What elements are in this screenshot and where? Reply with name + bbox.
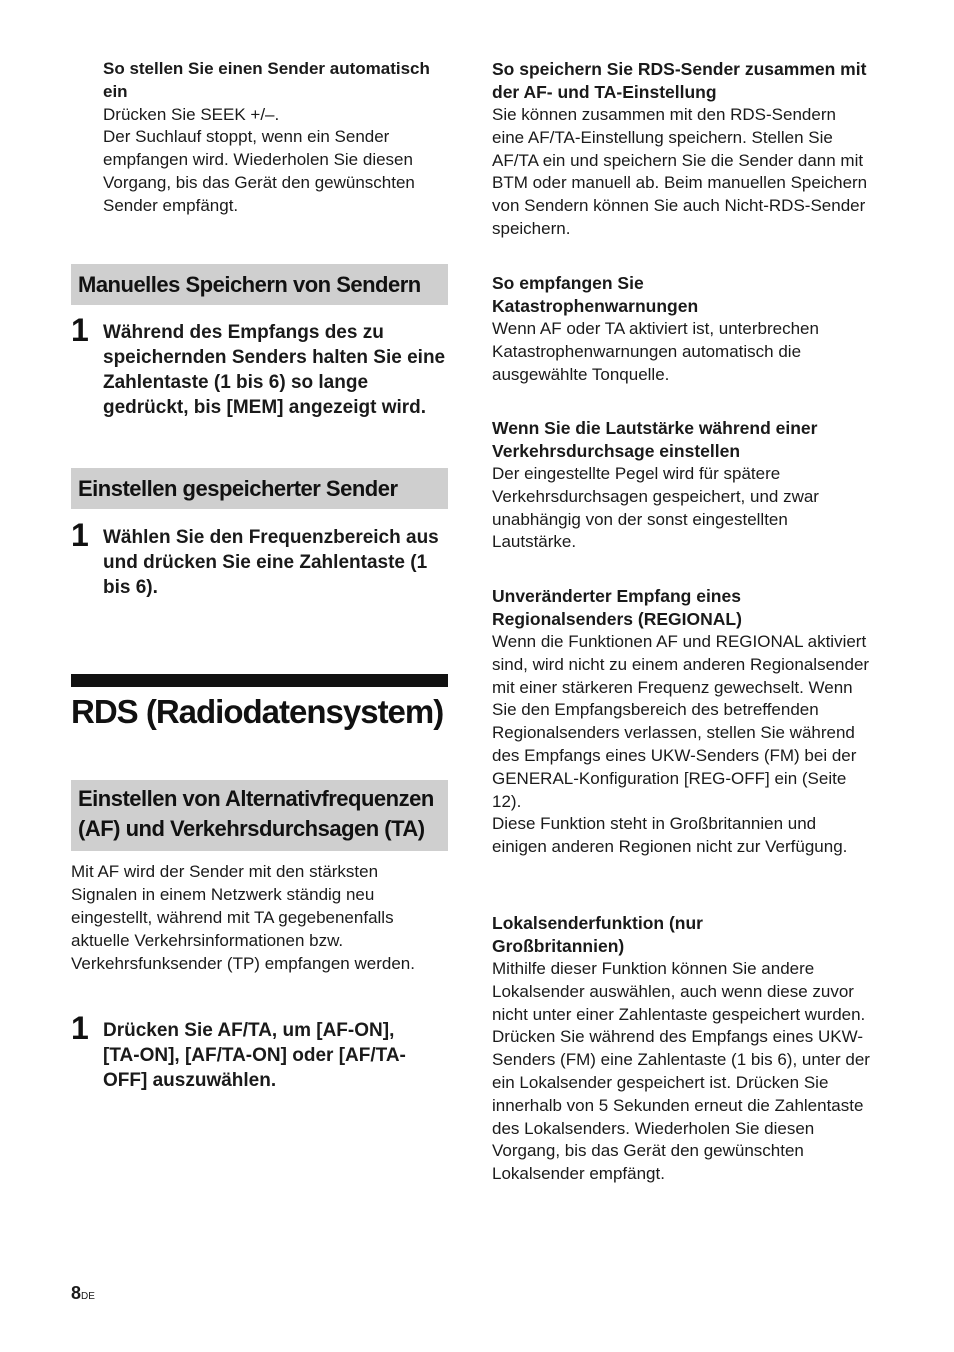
emergency-heading: So empfangen Sie Katastrophenwarnungen [492, 273, 699, 316]
af-ta-body: Mit AF wird der Sender mit den stärksten Signalen in einem Netzwerk ständig neu eingestellt, während mit TA gegebenenfalls aktuelle Verkehrsinformationen bzw. Verkehrsfunksender (TP) empfangen werden. [71, 862, 415, 973]
local-heading: Lokalsenderfunktion (nur Großbritannien) [492, 913, 703, 956]
volume-section [492, 417, 870, 554]
local-section [492, 912, 870, 1186]
preset-step-text: Wählen Sie den Frequenzbereich aus und drücken Sie eine Zahlentaste (1 bis 6). [103, 527, 439, 598]
af-ta-heading-line-2: (AF) und Verkehrsdurchsagen (TA) [78, 816, 425, 841]
emergency-body: Wenn AF oder TA aktiviert ist, unterbrechen Katastrophenwarnungen automatisch die ausgewählte Tonquelle. [492, 319, 819, 384]
section-rule [71, 674, 448, 687]
local-body-2: Drücken Sie während des Empfangs eines UKW-Senders (FM) eine Zahlentaste (1 bis 6), unter der ein Lokalsender gespeichert ist. Drücken Sie innerhalb von 5 Sekunden erneut die Zahlentaste des Lokalsenders. Wiederholen Sie diesen Vorgang, bis das Gerät den gewünschten Lokalsender empfängt. [492, 1027, 870, 1184]
page-number-value: 8 [71, 1283, 82, 1303]
auto-tune-line-1: Drücken Sie SEEK +/–. [103, 104, 280, 124]
regional-heading: Unveränderter Empfang eines Regionalsenders (REGIONAL) [492, 586, 742, 629]
preset-heading: Einstellen gespeicherter Sender [71, 468, 448, 509]
regional-body-2: Diese Funktion steht in Großbritannien und einigen anderen Regionen nicht zur Verfügung. [492, 814, 848, 857]
preset-step [71, 519, 448, 604]
step-number: 1 [71, 517, 89, 553]
emergency-section [492, 272, 870, 386]
manual-store-heading: Manuelles Speichern von Sendern [71, 264, 448, 305]
manual-store-step [71, 314, 448, 424]
af-ta-heading [71, 780, 448, 851]
auto-tune-line-2: Der Suchlauf stoppt, wenn ein Sender empfangen wird. Wiederholen Sie diesen Vorgang, bis das Gerät den gewünschten Sender empfängt. [103, 127, 415, 215]
volume-heading: Wenn Sie die Lautstärke während einer Verkehrsdurchsage einstellen [492, 418, 818, 461]
rds-title: RDS (Radiodatensystem) [71, 693, 444, 730]
regional-section [492, 585, 870, 859]
page-number [71, 1283, 95, 1304]
step-number: 1 [71, 1010, 89, 1046]
rds-store-heading: So speichern Sie RDS-Sender zusammen mit der AF- und TA-Einstellung [492, 59, 867, 102]
af-ta-heading-line-1: Einstellen von Alternativfrequenzen [78, 786, 434, 811]
regional-body-1: Wenn die Funktionen AF und REGIONAL aktiviert sind, wird nicht zu einem anderen Regionalsender mit einer stärkeren Frequenz gewechselt. Wenn Sie den Empfangsbereich des betreffenden Regionalsenders verlassen, stellen Sie während des Empfangs eines UKW-Senders (FM) bei der GENERAL-Konfiguration [REG-OFF] ein (Seite 12). [492, 632, 870, 811]
manual-store-step-text: Während des Empfangs des zu speichernden Senders halten Sie eine Zahlentaste (1 bis 6) so lange gedrückt, bis [MEM] angezeigt wird. [103, 322, 446, 418]
af-ta-step-text: Drücken Sie AF/TA, um [AF-ON], [TA-ON], [AF/TA-ON] oder [AF/TA-OFF] auszuwählen. [103, 1020, 406, 1091]
auto-tune-section [103, 58, 448, 218]
page-suffix: DE [81, 1291, 95, 1302]
rds-store-body: Sie können zusammen mit den RDS-Sendern eine AF/TA-Einstellung speichern. Stellen Sie AF/TA ein und speichern Sie die Sender dann mit BTM oder manuell ab. Beim manuellen Speichern von Sendern können Sie auch Nicht-RDS-Sender speichern. [492, 105, 868, 238]
af-ta-step [71, 1012, 448, 1097]
local-body-1: Mithilfe dieser Funktion können Sie andere Lokalsender auswählen, auch wenn diese zuvor nicht unter einer Zahlentaste gespeichert wurden. [492, 959, 866, 1024]
auto-tune-heading: So stellen Sie einen Sender automatisch ein [103, 59, 430, 101]
rds-store-section [492, 58, 870, 241]
step-number: 1 [71, 312, 89, 348]
volume-body: Der eingestellte Pegel wird für spätere Verkehrsdurchsagen gespeichert, und zwar unabhängig von der sonst eingestellten Lautstärke. [492, 464, 819, 552]
